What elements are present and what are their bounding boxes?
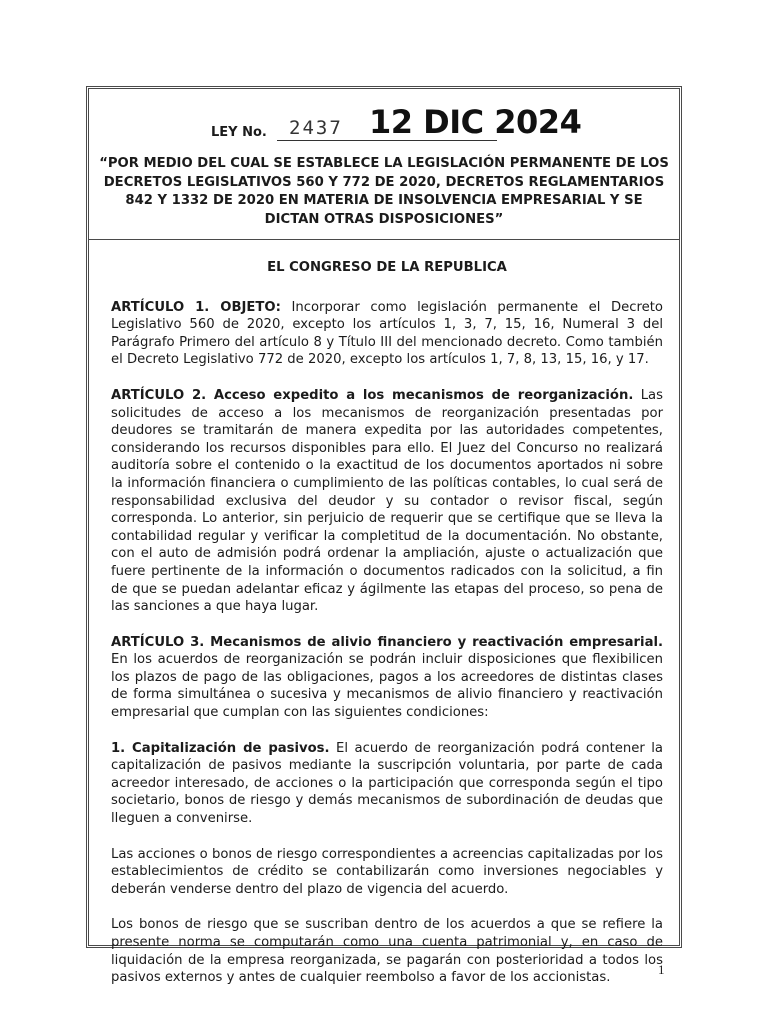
law-number-line	[211, 103, 611, 143]
paragraph-text: Las acciones o bonos de riesgo correspondientes a acreencias capitalizadas por los establecimientos de crédito se contabilizarán como inversiones negociables y deberán venderse dentro del plazo de vigencia del acuerdo.	[111, 846, 663, 897]
numeral-heading: 1. Capitalización de pasivos.	[111, 740, 330, 756]
paragraph	[111, 846, 663, 899]
document-frame	[86, 86, 682, 986]
article-heading: ARTÍCULO 2. Acceso expedito a los mecanismos de reorganización.	[111, 387, 634, 403]
article-2	[111, 387, 663, 616]
law-date-stamp: 12 DIC 2024	[369, 103, 582, 141]
law-header	[89, 89, 679, 240]
page-number: 1	[658, 962, 665, 977]
article-3	[111, 634, 663, 722]
article-text: En los acuerdos de reorganización se podrán incluir disposiciones que flexibilicen los plazos de pago de las obligaciones, pagos a los acreedores de distintas clases de forma simultánea o sucesiva y mecanismos de alivio financiero y reactivación empresarial que cumplan con las siguientes condiciones:	[111, 652, 663, 721]
article-heading: ARTÍCULO 3. Mecanismos de alivio financiero y reactivación empresarial.	[111, 634, 663, 650]
law-body	[111, 259, 663, 1005]
article-heading: ARTÍCULO 1. OBJETO:	[111, 299, 281, 315]
congress-heading: EL CONGRESO DE LA REPUBLICA	[267, 260, 507, 275]
numeral-1	[111, 740, 663, 828]
article-text: Incorporar como legislación permanente el Decreto Legislativo 560 de 2020, excepto los artículos 1, 3, 7, 15, 16, Numeral 3 del Parágrafo Primero del artículo 8 y Título III del mencionado decreto. Como también el Decreto Legislativo 772 de 2020, excepto los artículos 1, 7, 8, 13, 15, 16, y 17.	[111, 299, 663, 368]
article-1	[111, 299, 663, 369]
paragraph	[111, 916, 663, 986]
article-text: Las solicitudes de acceso a los mecanismos de reorganización presentadas por deudores se tramitarán de manera expedita por las autoridades competentes, considerando los recursos disponibles para ello. El Juez del Concurso no realizará auditoría sobre el contenido o la exactitud de los documentos aportados ni sobre la información financiera o cumplimiento de las políticas contables, lo cual será de responsabilidad exclusiva del deudor y su contador o revisor fiscal, según corresponda. Lo anterior, sin perjuicio de requerir que se certifique que se lleva la contabilidad regular y verificar la completitud de la documentación. No obstante, con el auto de admisión podrá ordenar la ampliación, ajuste o actualización que fuere pertinente de la información o documentos radicados con la solicitud, a fin de que se puedan adelantar eficaz y ágilmente las etapas del proceso, so pena de las sanciones a que haya lugar.	[111, 387, 663, 615]
law-number: 2437	[289, 117, 343, 139]
law-label: LEY No.	[211, 125, 267, 140]
numeral-text: El acuerdo de reorganización podrá contener la capitalización de pasivos mediante la suscripción voluntaria, por parte de cada acreedor interesado, de acciones o la participación que corresponda según el tipo societario, bonos de riesgo y demás mecanismos de subordinación de deudas que lleguen a convenirse.	[111, 740, 663, 827]
paragraph-text: Los bonos de riesgo que se suscriban dentro de los acuerdos a que se refiere la presente norma se computarán como una cuenta patrimonial y, en caso de liquidación de la empresa reorganizada, se pagarán con posterioridad a todos los pasivos externos y antes de cualquier reembolso a favor de los accionistas.	[111, 917, 663, 986]
law-title: “POR MEDIO DEL CUAL SE ESTABLECE LA LEGISLACIÓN PERMANENTE DE LOS DECRETOS LEGISLATIVOS 560 Y 772 DE 2020, DECRETOS REGLAMENTARIOS 842 Y 1332 DE 2020 EN MATERIA DE INSOLVENCIA EMPRESARIAL Y SE DICTAN OTRAS DISPOSICIONES”	[99, 156, 669, 227]
